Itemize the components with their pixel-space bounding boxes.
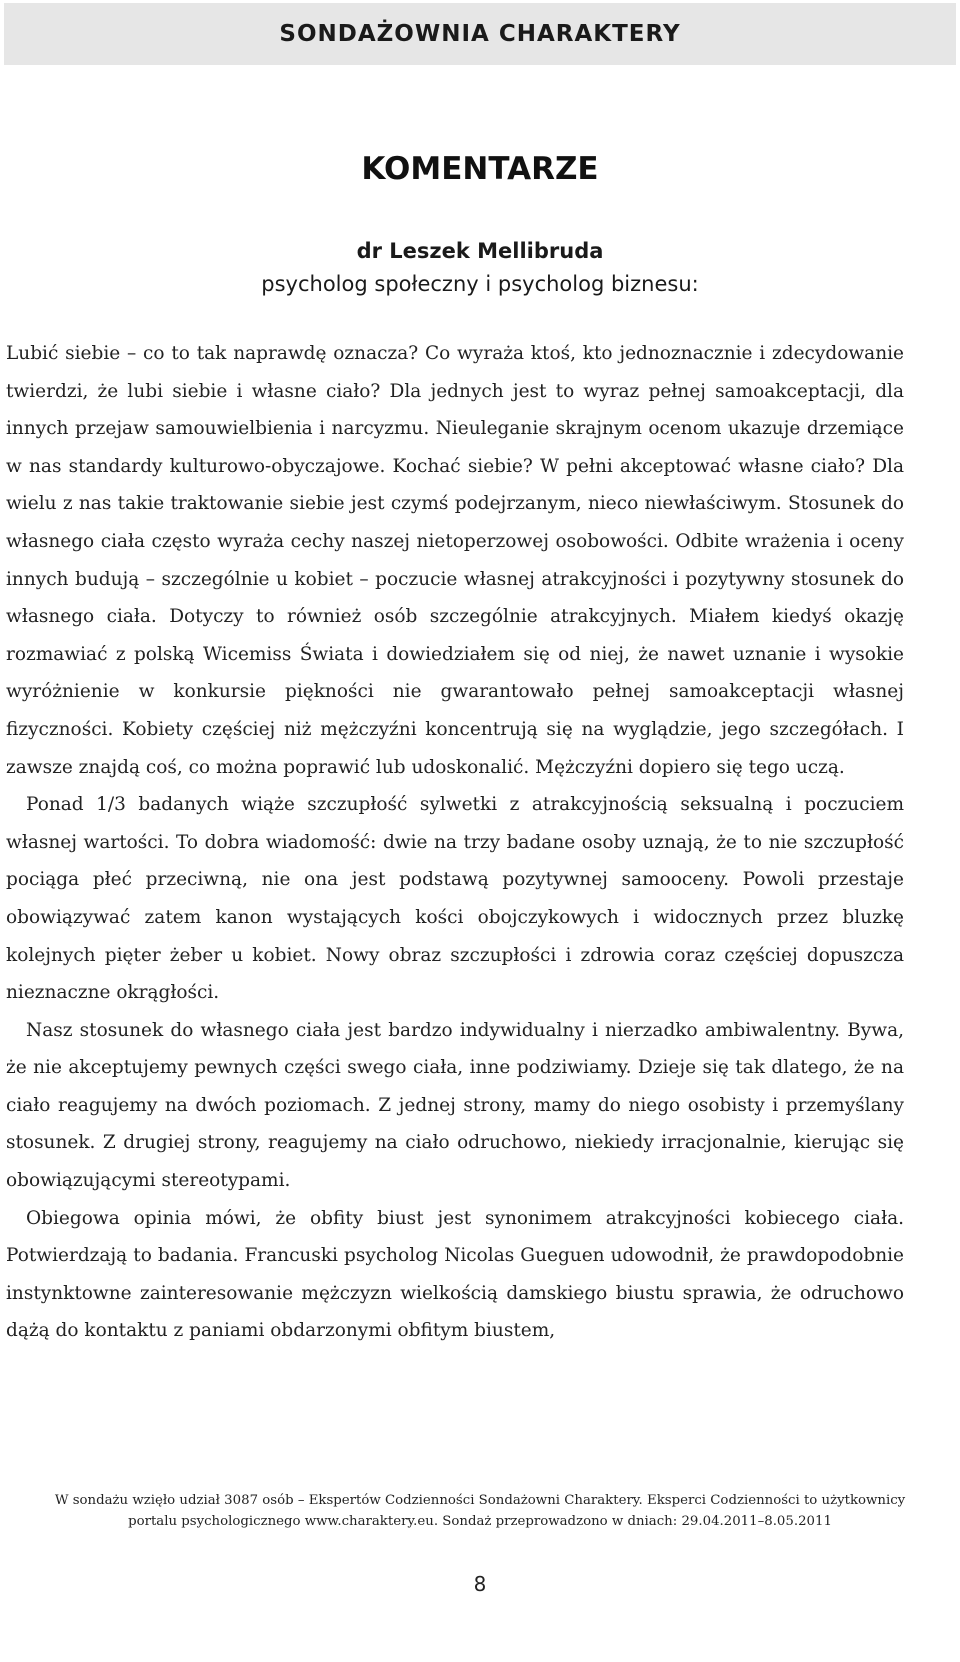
footnote-line-1: W sondażu wzięło udział 3087 osób – Ekspertów Codzienności Sondażowni Charaktery. Eksperci Codzienności to użytkownicy xyxy=(54,1493,906,1508)
section-heading: KOMENTARZE xyxy=(361,151,599,187)
header-band xyxy=(4,3,956,65)
paragraph-3: Nasz stosunek do własnego ciała jest bardzo indywidualny i nierzadko ambiwalentny. Bywa, że nie akceptujemy pewnych części swego ciała, inne podziwiamy. Dzieje się tak dlatego, że na ciało reagujemy na dwóch poziomach. Z jednej strony, mamy do niego osobisty i przemyślany stosunek. Z drugiej strony, reagujemy na ciało odruchowo, niekiedy irracjonalnie, kierując się obowiązującymi stereotypami. xyxy=(6,1019,904,1192)
paragraph-1: Lubić siebie – co to tak naprawdę oznacza? Co wyraża ktoś, kto jednoznacznie i zdecydowanie twierdzi, że lubi siebie i własne ciało? Dla jednych jest to wyraz pełnej samoakceptacji, dla innych przejaw samouwielbienia i narcyzmu. Nieuleganie skrajnym ocenom ukazuje drzemiące w nas standardy kulturowo-obyczajowe. Kochać siebie? W pełni akceptować własne ciało? Dla wielu z nas takie traktowanie siebie jest czymś podejrzanym, nieco niewłaściwym. Stosunek do własnego ciała często wyraża cechy naszej nietoperzowej osobowości. Odbite wrażenia i oceny innych budują – szczególnie u kobiet – poczucie własnej atrakcyjności i pozytywny stosunek do własnego ciała. Dotyczy to również osób szczególnie atrakcyjnych. Miałem kiedyś okazję rozmawiać z polską Wicemiss Świata i dowiedziałem się od niej, że nawet uznanie i wysokie wyróżnienie w konkursie piękności nie gwarantowało pełnej samoakceptacji własnej fizyczności. Kobiety częściej niż mężczyźni koncentrują się na wyglądzie, jego szczegółach. I zawsze znajdą coś, co można poprawić lub udoskonalić. Mężczyźni dopiero się tego uczą. xyxy=(6,343,904,778)
article-body xyxy=(6,335,904,1350)
footnote xyxy=(10,1490,950,1532)
page-number: 8 xyxy=(473,1572,487,1596)
footnote-line-2: portalu psychologicznego www.charaktery.eu. Sondaż przeprowadzono w dniach: 29.04.2011–8.05.2011 xyxy=(128,1514,832,1529)
author-name: dr Leszek Mellibruda xyxy=(356,239,604,263)
header-title: SONDAŻOWNIA CHARAKTERY xyxy=(279,21,681,47)
paragraph-2: Ponad 1/3 badanych wiąże szczupłość sylwetki z atrakcyjnością seksualną i poczuciem własnej wartości. To dobra wiadomość: dwie na trzy badane osoby uznają, że to nie szczupłość pociąga płeć przeciwną, nie ona jest podstawą pozytywnej samooceny. Powoli przestaje obowiązywać zatem kanon wystających kości obojczykowych i widocznych przez bluzkę kolejnych pięter żeber u kobiet. Nowy obraz szczupłości i zdrowia coraz częściej dopuszcza nieznaczne okrągłości. xyxy=(6,794,904,1004)
paragraph-4: Obiegowa opinia mówi, że obfity biust jest synonimem atrakcyjności kobiecego ciała. Potwierdzają to badania. Francuski psycholog Nicolas Gueguen udowodnił, że prawdopodobnie instynktowne zainteresowanie mężczyzn wielkością damskiego biustu sprawia, że odruchowo dążą do kontaktu z paniami obdarzonymi obfitym biustem, xyxy=(6,1207,904,1342)
author-role: psycholog społeczny i psycholog biznesu: xyxy=(261,272,699,296)
